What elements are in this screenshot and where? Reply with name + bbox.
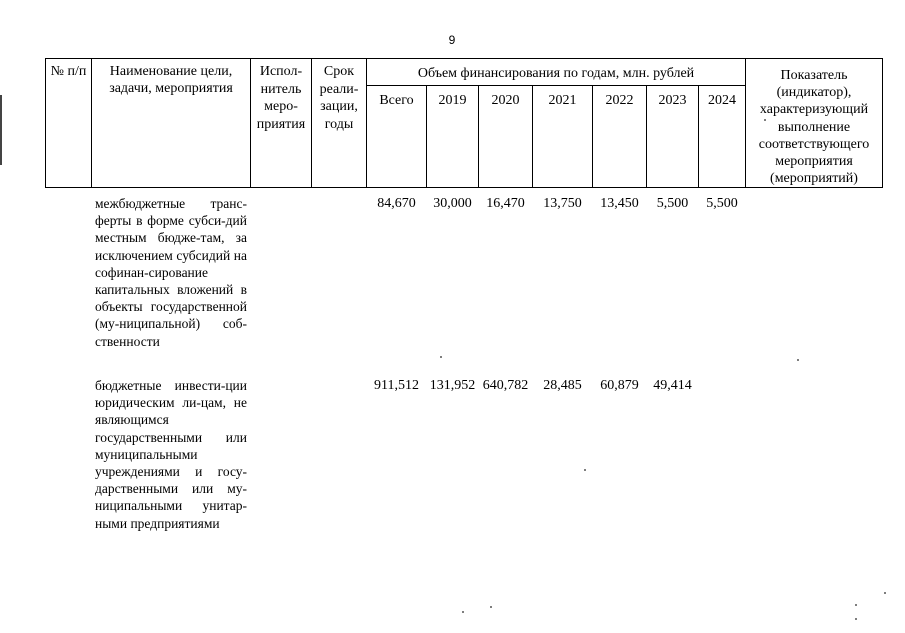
header-year-2023: 2023 (658, 93, 687, 108)
header-year-2021: 2021 (548, 93, 577, 108)
header-number: № п/п (50, 64, 87, 79)
header-year-2019: 2019 (438, 93, 467, 108)
row-name: межбюджетные транс-ферты в форме субси-дий местным бюдже-там, за исключением субсидий на софинан-сирование капитальных вложений в объекты государственной (му-ниципальной) соб-ственности (95, 196, 247, 349)
row-value-2022: 13,450 (600, 196, 639, 211)
row-value-2021: 28,485 (543, 378, 582, 393)
header-term: Срок реали-зации, годы (319, 64, 359, 132)
scan-speck (490, 606, 492, 608)
row-value-2020: 16,470 (486, 196, 525, 211)
scan-speck (855, 604, 857, 606)
row-value-2020: 640,782 (482, 378, 529, 393)
row-value-2019: 30,000 (433, 196, 472, 211)
header-year-total: Всего (379, 93, 414, 108)
scan-speck (855, 618, 857, 620)
header-executor: Испол-нитель меро-приятия (256, 64, 306, 132)
scan-speck (764, 119, 766, 121)
header-funding-group: Объем финансирования по годам, млн. рублей (417, 66, 695, 81)
row-value-2023: 49,414 (653, 378, 692, 393)
header-year-2022: 2022 (605, 93, 634, 108)
page-number: 9 (448, 33, 456, 47)
header-name: Наименование цели, задачи, мероприятия (109, 64, 233, 96)
row-value-2024: 5,500 (706, 196, 738, 211)
row-value-total: 84,670 (377, 196, 416, 211)
scan-edge-mark (0, 95, 2, 165)
header-year-2020: 2020 (491, 93, 520, 108)
header-year-2024: 2024 (708, 93, 736, 108)
scan-speck (797, 359, 799, 361)
row-name: бюджетные инвести-ции юридическим ли-цам, не являющимся государственными или муниципальными учреждениями и госу-дарственными или му-ниципальными унитар-ными предприятиями (95, 378, 247, 531)
row-value-2019: 131,952 (429, 378, 476, 393)
row-value-2022: 60,879 (600, 378, 639, 393)
row-value-2023: 5,500 (656, 196, 689, 211)
scan-speck (584, 469, 586, 471)
row-value-total: 911,512 (374, 378, 419, 393)
scan-speck (440, 356, 442, 358)
row-value-2021: 13,750 (543, 196, 582, 211)
scan-speck (462, 611, 464, 613)
header-indicator: Показатель (индикатор), характеризующий выполнение соответствующего мероприятия (мероприятий) (758, 68, 870, 187)
scan-speck (884, 592, 886, 594)
